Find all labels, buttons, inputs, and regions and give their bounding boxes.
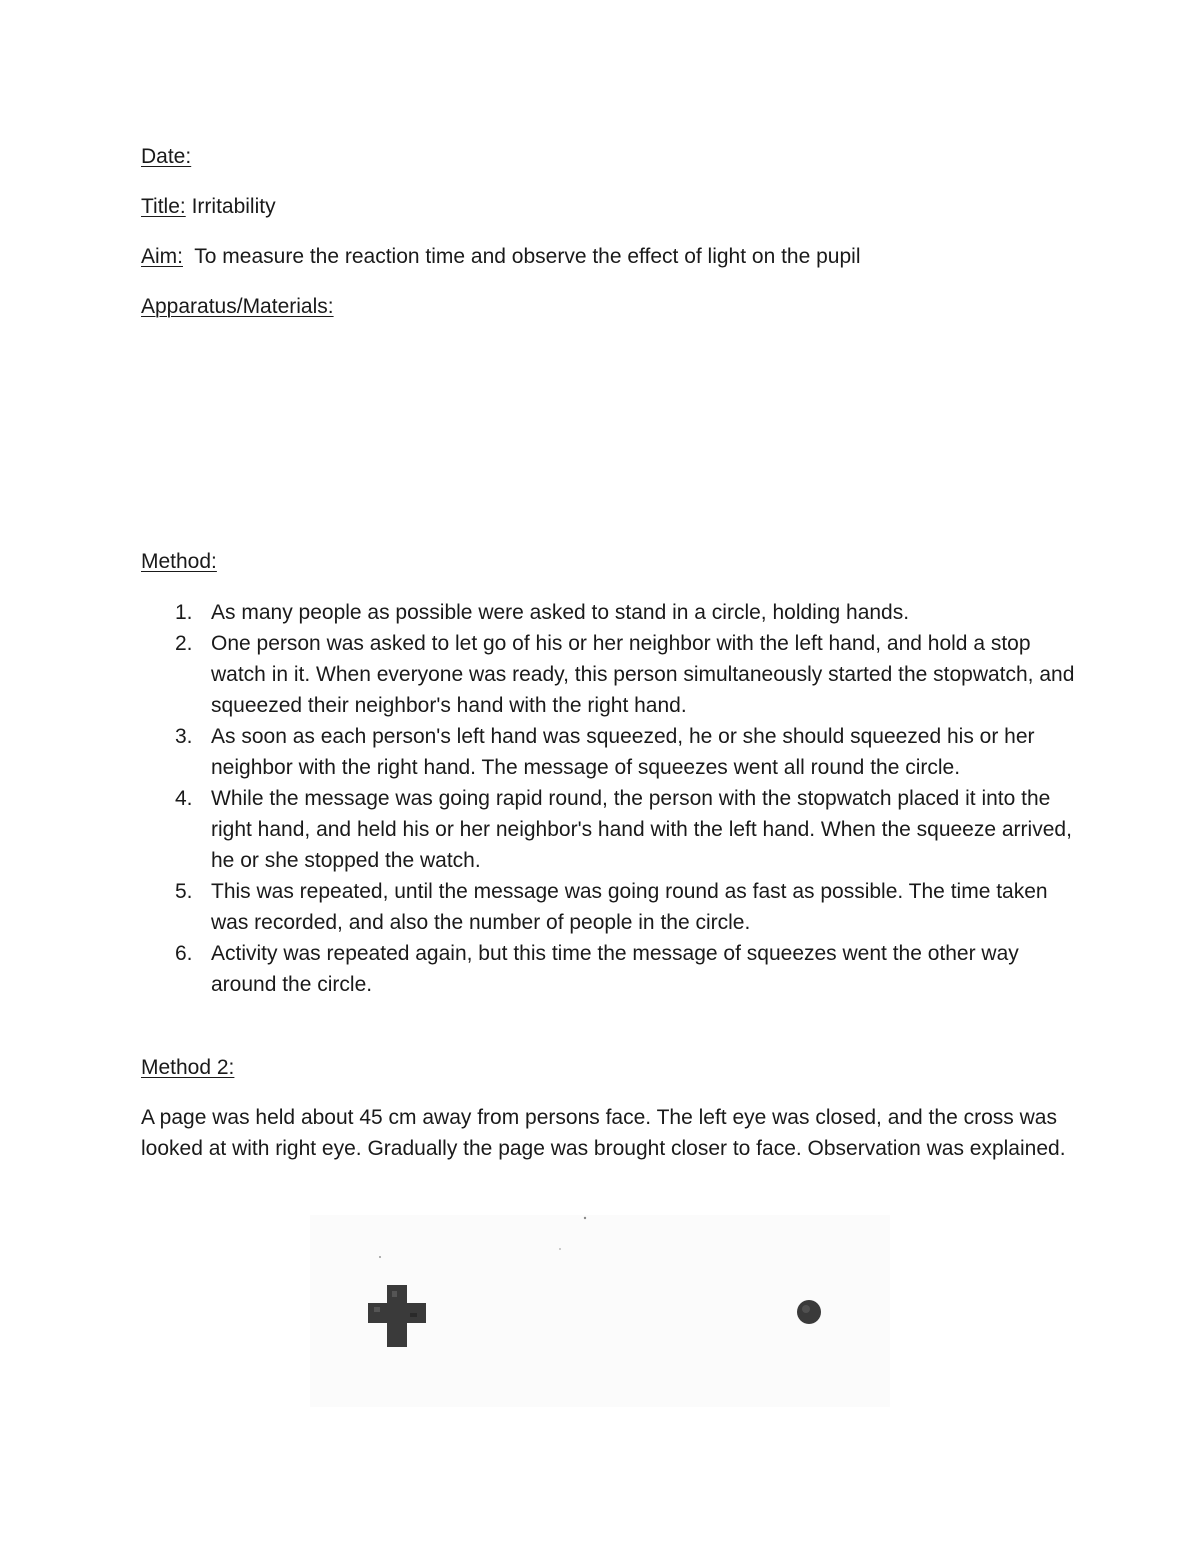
step-text: Activity was repeated again, but this time the message of squeezes went the other way around the circle. [211,942,1019,996]
cross-icon [368,1285,426,1347]
step-number: 5. [175,880,193,903]
method2-heading [141,1052,234,1083]
apparatus-label: Apparatus/Materials: [141,295,334,318]
blind-spot-figure [310,1215,890,1407]
aim-label: Aim: [141,245,183,268]
step-number: 2. [175,632,193,655]
method2-label: Method 2: [141,1056,235,1079]
method2-paragraph: A page was held about 45 cm away from persons face. The left eye was closed, and the cross was looked at with right eye. Gradually the page was brought closer to face. Observation was explained. [141,1106,1066,1160]
step-text: This was repeated, until the message was going round as fast as possible. The time taken was recorded, and also the number of people in the circle. [211,880,1048,934]
date-label: Date: [141,145,192,168]
method-steps-list [141,597,1081,1000]
apparatus-line [141,291,334,322]
method-step [141,597,1081,628]
step-number: 3. [175,725,193,748]
step-number: 4. [175,787,193,810]
date-line [141,141,191,172]
method-step [141,938,1081,1000]
step-text: One person was asked to let go of his or her neighbor with the left hand, and hold a stop watch in it. When everyone was ready, this person simultaneously started the stopwatch, and squeezed their neighbor's hand with the right hand. [211,632,1075,717]
method-step [141,783,1081,876]
dot-icon [797,1300,821,1324]
aim-line [141,241,860,272]
title-value: Irritability [191,195,276,218]
step-number: 6. [175,942,193,965]
aim-value: To measure the reaction time and observe the effect of light on the pupil [194,245,861,268]
step-text: As many people as possible were asked to stand in a circle, holding hands. [211,601,910,624]
method-label: Method: [141,550,217,573]
method-step [141,721,1081,783]
step-text: As soon as each person's left hand was squeezed, he or she should squeezed his or her neighbor with the right hand. The message of squeezes went all round the circle. [211,725,1035,779]
method-step [141,876,1081,938]
title-label: Title: [141,195,186,218]
method-heading [141,546,217,577]
method-step [141,628,1081,721]
title-line [141,191,276,222]
step-number: 1. [175,601,193,624]
step-text: While the message was going rapid round, the person with the stopwatch placed it into the right hand, and held his or her neighbor's hand with the left hand. When the squeeze arrived, he or she stopped the watch. [211,787,1072,872]
